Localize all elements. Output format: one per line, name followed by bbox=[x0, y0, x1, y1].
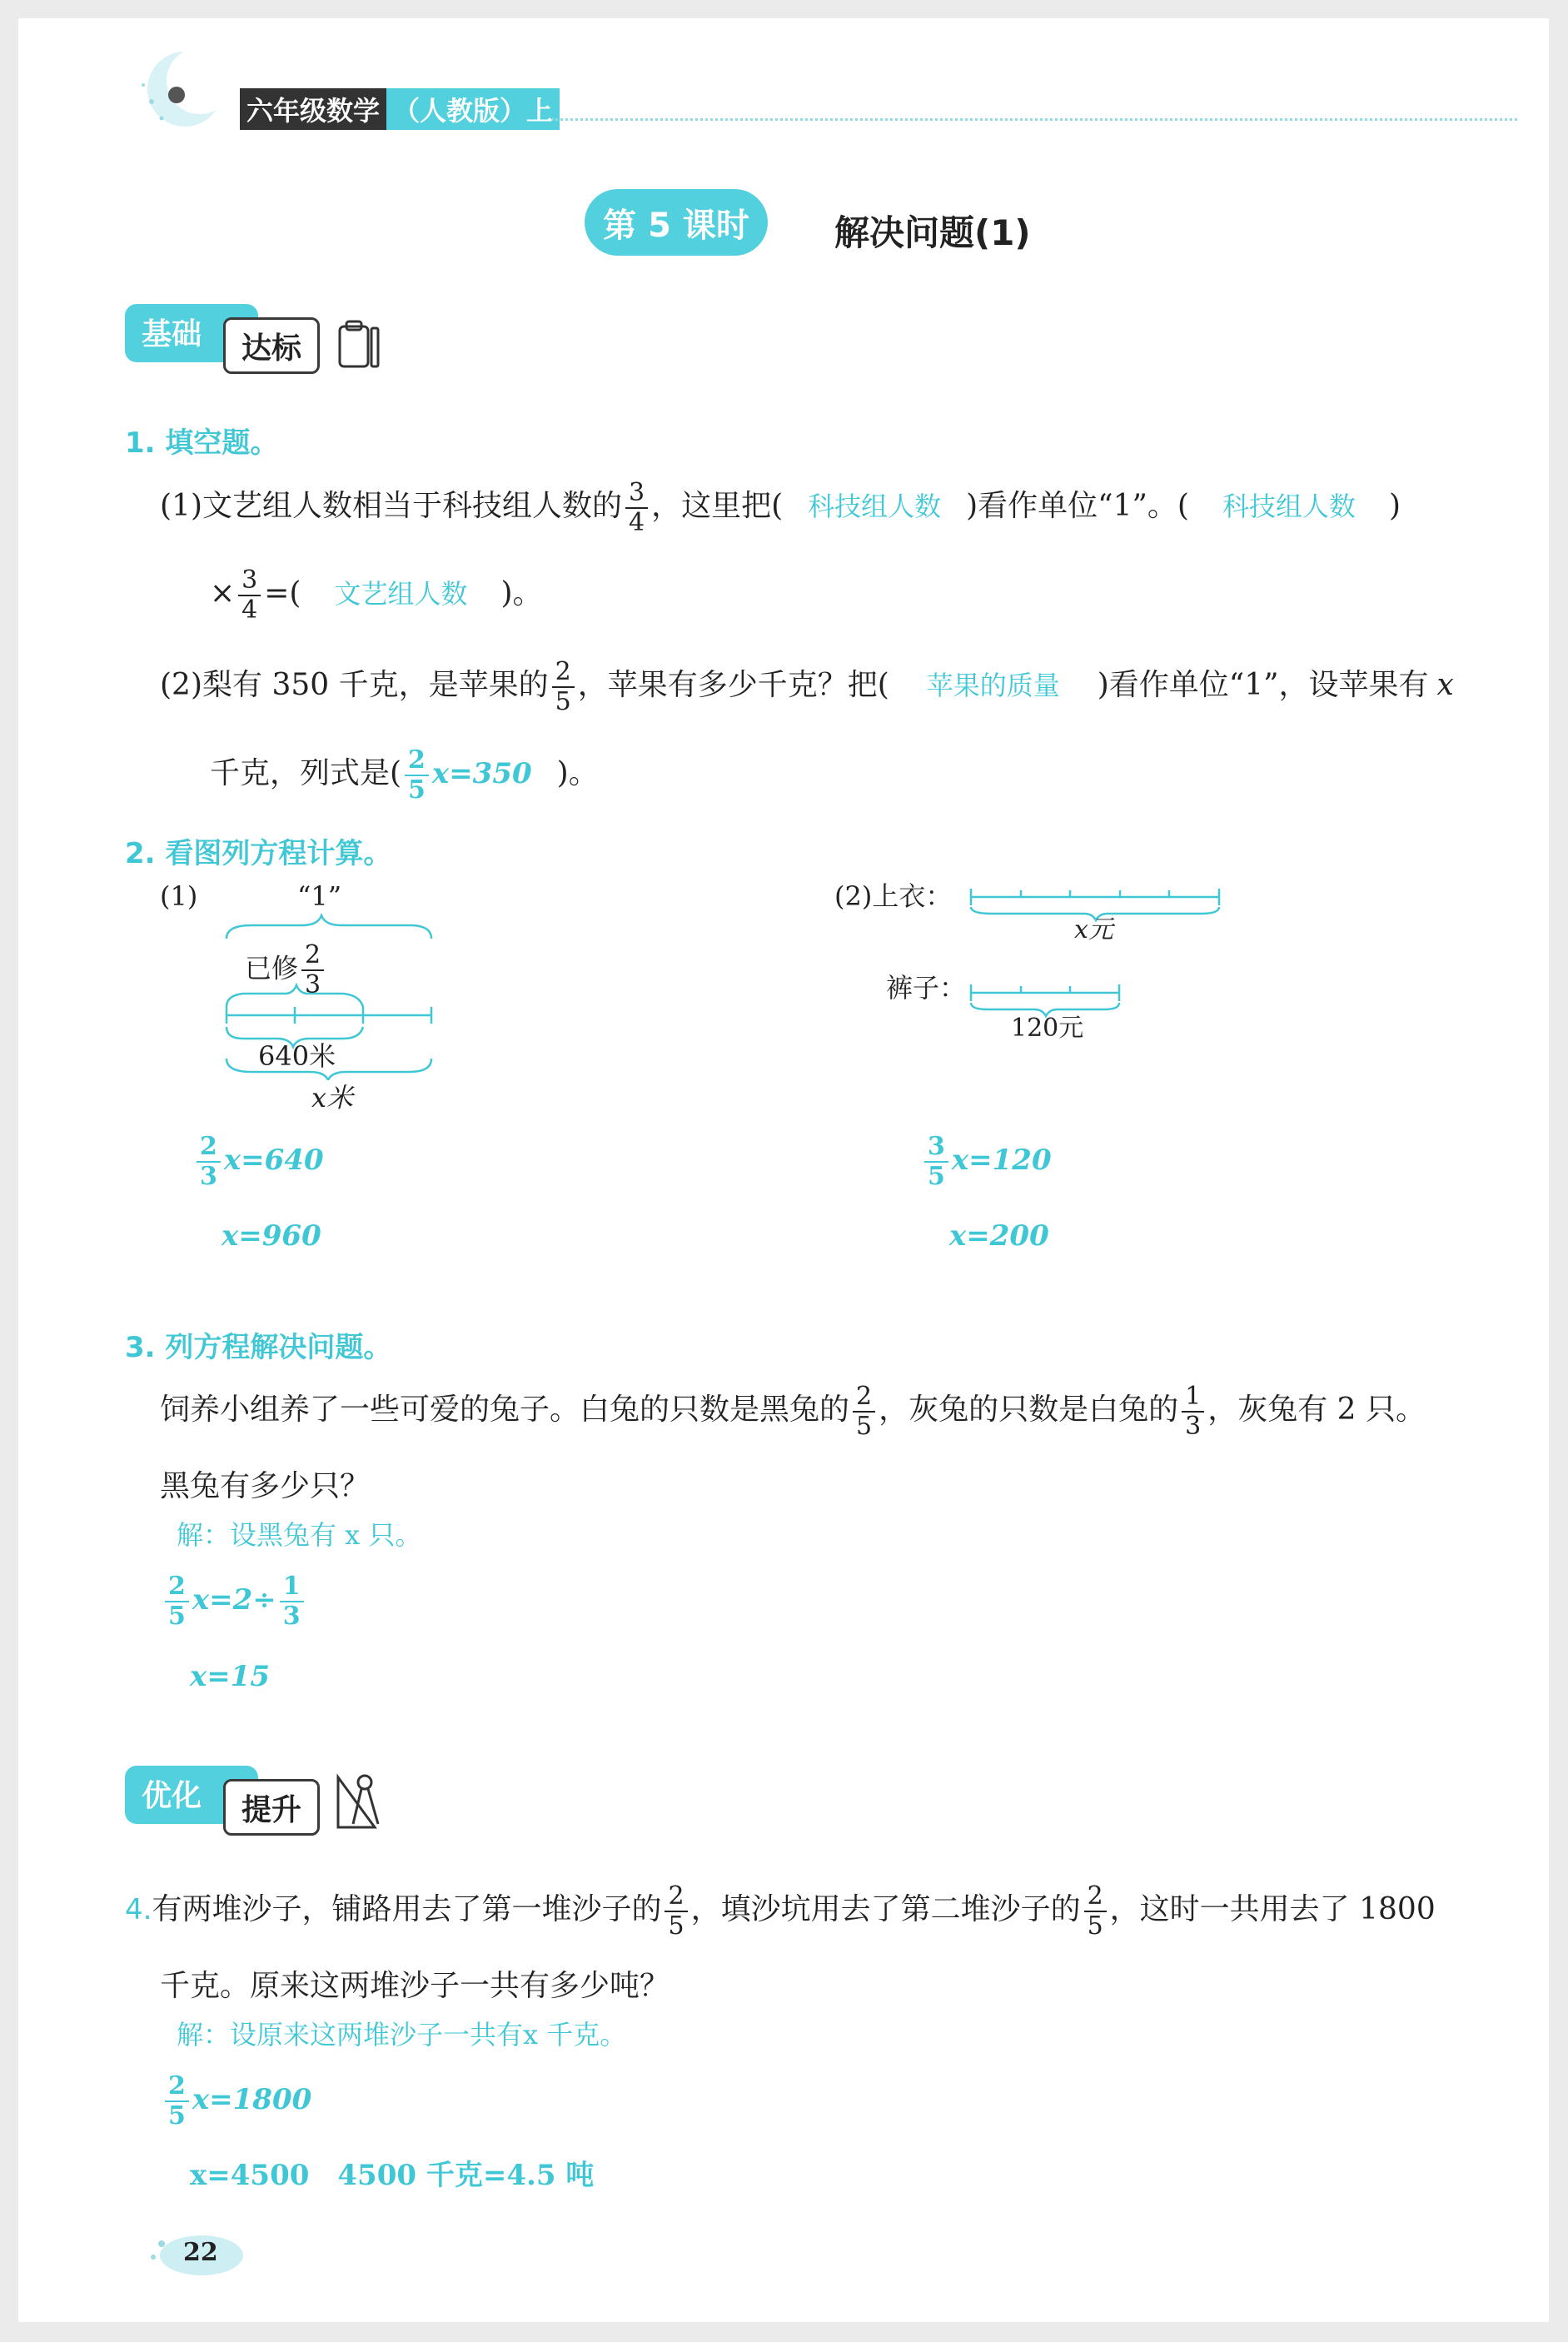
q2-d2-label: (2)上衣： bbox=[834, 880, 953, 912]
q1-p2-line2-end: )。 bbox=[556, 756, 599, 790]
q3-eq1-mid: x=2÷ bbox=[192, 1583, 276, 1617]
q4-number: 4. bbox=[125, 1893, 152, 1926]
q3-solution-set: 解：设黑兔有 x 只。 bbox=[177, 1519, 422, 1551]
q4-fraction-1: $\frac{2}{5}$ bbox=[665, 1884, 687, 1939]
q1-p2-answer-1: 苹果的质量 bbox=[926, 670, 1060, 701]
section-advanced-right: 提升 bbox=[223, 1779, 320, 1836]
q1-heading: 1. 填空题。 bbox=[125, 426, 279, 460]
q4-eq1-fraction: $\frac{2}{5}$ bbox=[165, 2074, 189, 2129]
q2-heading: 2. 看图列方程计算。 bbox=[125, 837, 392, 870]
q1-p1-answer-1: 科技组人数 bbox=[808, 491, 942, 522]
times-sign: × bbox=[210, 576, 236, 610]
q2-d1-label: (1) bbox=[160, 880, 198, 912]
q4-fraction-2: $\frac{2}{5}$ bbox=[1084, 1884, 1107, 1939]
q1-p2-line2-lead: 千克，列式是( bbox=[210, 756, 402, 790]
q1-p2-fraction: $\frac{2}{5}$ bbox=[552, 660, 575, 715]
q3-eq1-fraction-1: $\frac{2}{5}$ bbox=[165, 1574, 189, 1629]
q4-text2: ，填沙坑用去了第二堆沙子的 bbox=[690, 1892, 1081, 1926]
q4-eq1 bbox=[162, 2071, 312, 2130]
q3-fraction-1: $\frac{2}{5}$ bbox=[853, 1384, 875, 1439]
q1-p2-mid: ，苹果有多少千克？把( bbox=[577, 668, 889, 702]
ruler-compass-icon bbox=[333, 1766, 391, 1832]
q1-p1-line1 bbox=[160, 478, 1401, 537]
header-edition: （人教版）上 bbox=[386, 88, 560, 130]
q2-d2-eq1-expr: x=120 bbox=[951, 1144, 1052, 1177]
header-moon-logo bbox=[127, 43, 235, 135]
q3-eq2: x=15 bbox=[190, 1660, 271, 1693]
q2-d2-eq2: x=200 bbox=[949, 1219, 1049, 1253]
q2-d1-eq2: x=960 bbox=[222, 1219, 321, 1253]
q2-d1-value: 640米 bbox=[258, 1040, 336, 1072]
q1-p2-line2 bbox=[210, 745, 599, 805]
q4-text3: ，这时一共用去了 1800 bbox=[1109, 1892, 1436, 1926]
q3-eq1-fraction-2: $\frac{1}{3}$ bbox=[280, 1574, 304, 1629]
q2-d1-eq1-fraction: $\frac{2}{3}$ bbox=[197, 1134, 221, 1189]
section-advanced-left: 优化 bbox=[125, 1766, 258, 1824]
q1-p1-fraction: $\frac{3}{4}$ bbox=[625, 481, 648, 536]
section-basic-banner bbox=[125, 297, 325, 381]
q1-p1-line2-end: )。 bbox=[500, 576, 543, 610]
section-advanced-banner bbox=[125, 1759, 325, 1842]
page-number: 22 bbox=[183, 2238, 218, 2267]
q1-p1-lead: (1)文艺组人数相当于科技组人数的 bbox=[160, 489, 622, 523]
q2-d1-var-label: x米 bbox=[311, 1082, 354, 1114]
q3-line2: 黑兔有多少只？ bbox=[160, 1469, 371, 1503]
q4-line2: 千克。原来这两堆沙子一共有多少吨？ bbox=[160, 1969, 670, 2003]
q3-heading: 3. 列方程解决问题。 bbox=[125, 1331, 392, 1364]
q1-p1-close: ) bbox=[1388, 489, 1401, 523]
q2-d1-eq1 bbox=[193, 1134, 324, 1189]
q1-p1-line2 bbox=[210, 568, 543, 623]
lesson-title: 解决问题(1) bbox=[834, 212, 1031, 253]
header-dotted-rule bbox=[551, 118, 1517, 121]
q3-eq1 bbox=[162, 1574, 307, 1629]
q1-p2-lead: (2)梨有 350 千克，是苹果的 bbox=[160, 668, 549, 702]
q4-solution-set: 解：设原来这两堆沙子一共有x 千克。 bbox=[177, 2019, 627, 2050]
q4-eq1-expr: x=1800 bbox=[192, 2083, 312, 2116]
q2-d2-pants-value: 120元 bbox=[1011, 1014, 1084, 1043]
q4-text1: 有两堆沙子，铺路用去了第一堆沙子的 bbox=[152, 1892, 662, 1926]
q3-text1: 饲养小组养了一些可爱的兔子。白兔的只数是黑兔的 bbox=[160, 1393, 850, 1427]
q3-fraction-2: $\frac{1}{3}$ bbox=[1182, 1384, 1204, 1439]
q1-p2-mid2: )看作单位“1”，设苹果有 bbox=[1097, 668, 1429, 702]
clipboard-icon bbox=[335, 316, 385, 375]
section-basic-right: 达标 bbox=[223, 317, 320, 374]
lesson-badge: 第 5 课时 bbox=[585, 189, 768, 256]
q2-d2-pants-label: 裤子： bbox=[886, 972, 967, 1004]
q2-d1-done bbox=[245, 940, 327, 999]
q1-p2-line1 bbox=[160, 657, 1454, 716]
q1-p2-answer-fraction: $\frac{2}{5}$ bbox=[405, 748, 429, 803]
q3-line1 bbox=[160, 1384, 1426, 1439]
q4-line1 bbox=[125, 1881, 1436, 1941]
q2-d1-eq1-expr: x=640 bbox=[223, 1144, 324, 1177]
q2-d2-eq1 bbox=[921, 1134, 1052, 1189]
equals-open: =( bbox=[264, 576, 301, 610]
q1-p1-answer-3: 文艺组人数 bbox=[334, 578, 468, 610]
q2-d1-unit-one: “1” bbox=[297, 880, 342, 912]
section-basic-left: 基础 bbox=[125, 304, 258, 362]
header-book-title: 六年级数学 bbox=[240, 88, 386, 130]
q1-p1-mid2: )看作单位“1”。( bbox=[966, 489, 1189, 523]
q1-p1-mid: ，这里把( bbox=[651, 489, 784, 523]
q2-d2-eq1-fraction: $\frac{3}{5}$ bbox=[924, 1134, 948, 1189]
q3-text3: ，灰兔有 2 只。 bbox=[1207, 1393, 1426, 1427]
q2-d2-top-label: x元 bbox=[1074, 915, 1113, 944]
q1-p2-answer-expr: x=350 bbox=[431, 757, 532, 790]
q1-p1-answer-2: 科技组人数 bbox=[1222, 491, 1356, 522]
q2-d1-done-label: 已修 bbox=[245, 952, 299, 984]
q4-eq2: x=4500 4500 千克=4.5 吨 bbox=[190, 2159, 595, 2192]
q1-p2-var: x bbox=[1436, 668, 1454, 702]
q1-p1-line2-fraction: $\frac{3}{4}$ bbox=[238, 568, 261, 623]
page bbox=[18, 18, 1549, 2322]
q2-d1-done-fraction: $\frac{2}{3}$ bbox=[301, 943, 324, 998]
q3-text2: ，灰兔的只数是白兔的 bbox=[879, 1393, 1179, 1427]
